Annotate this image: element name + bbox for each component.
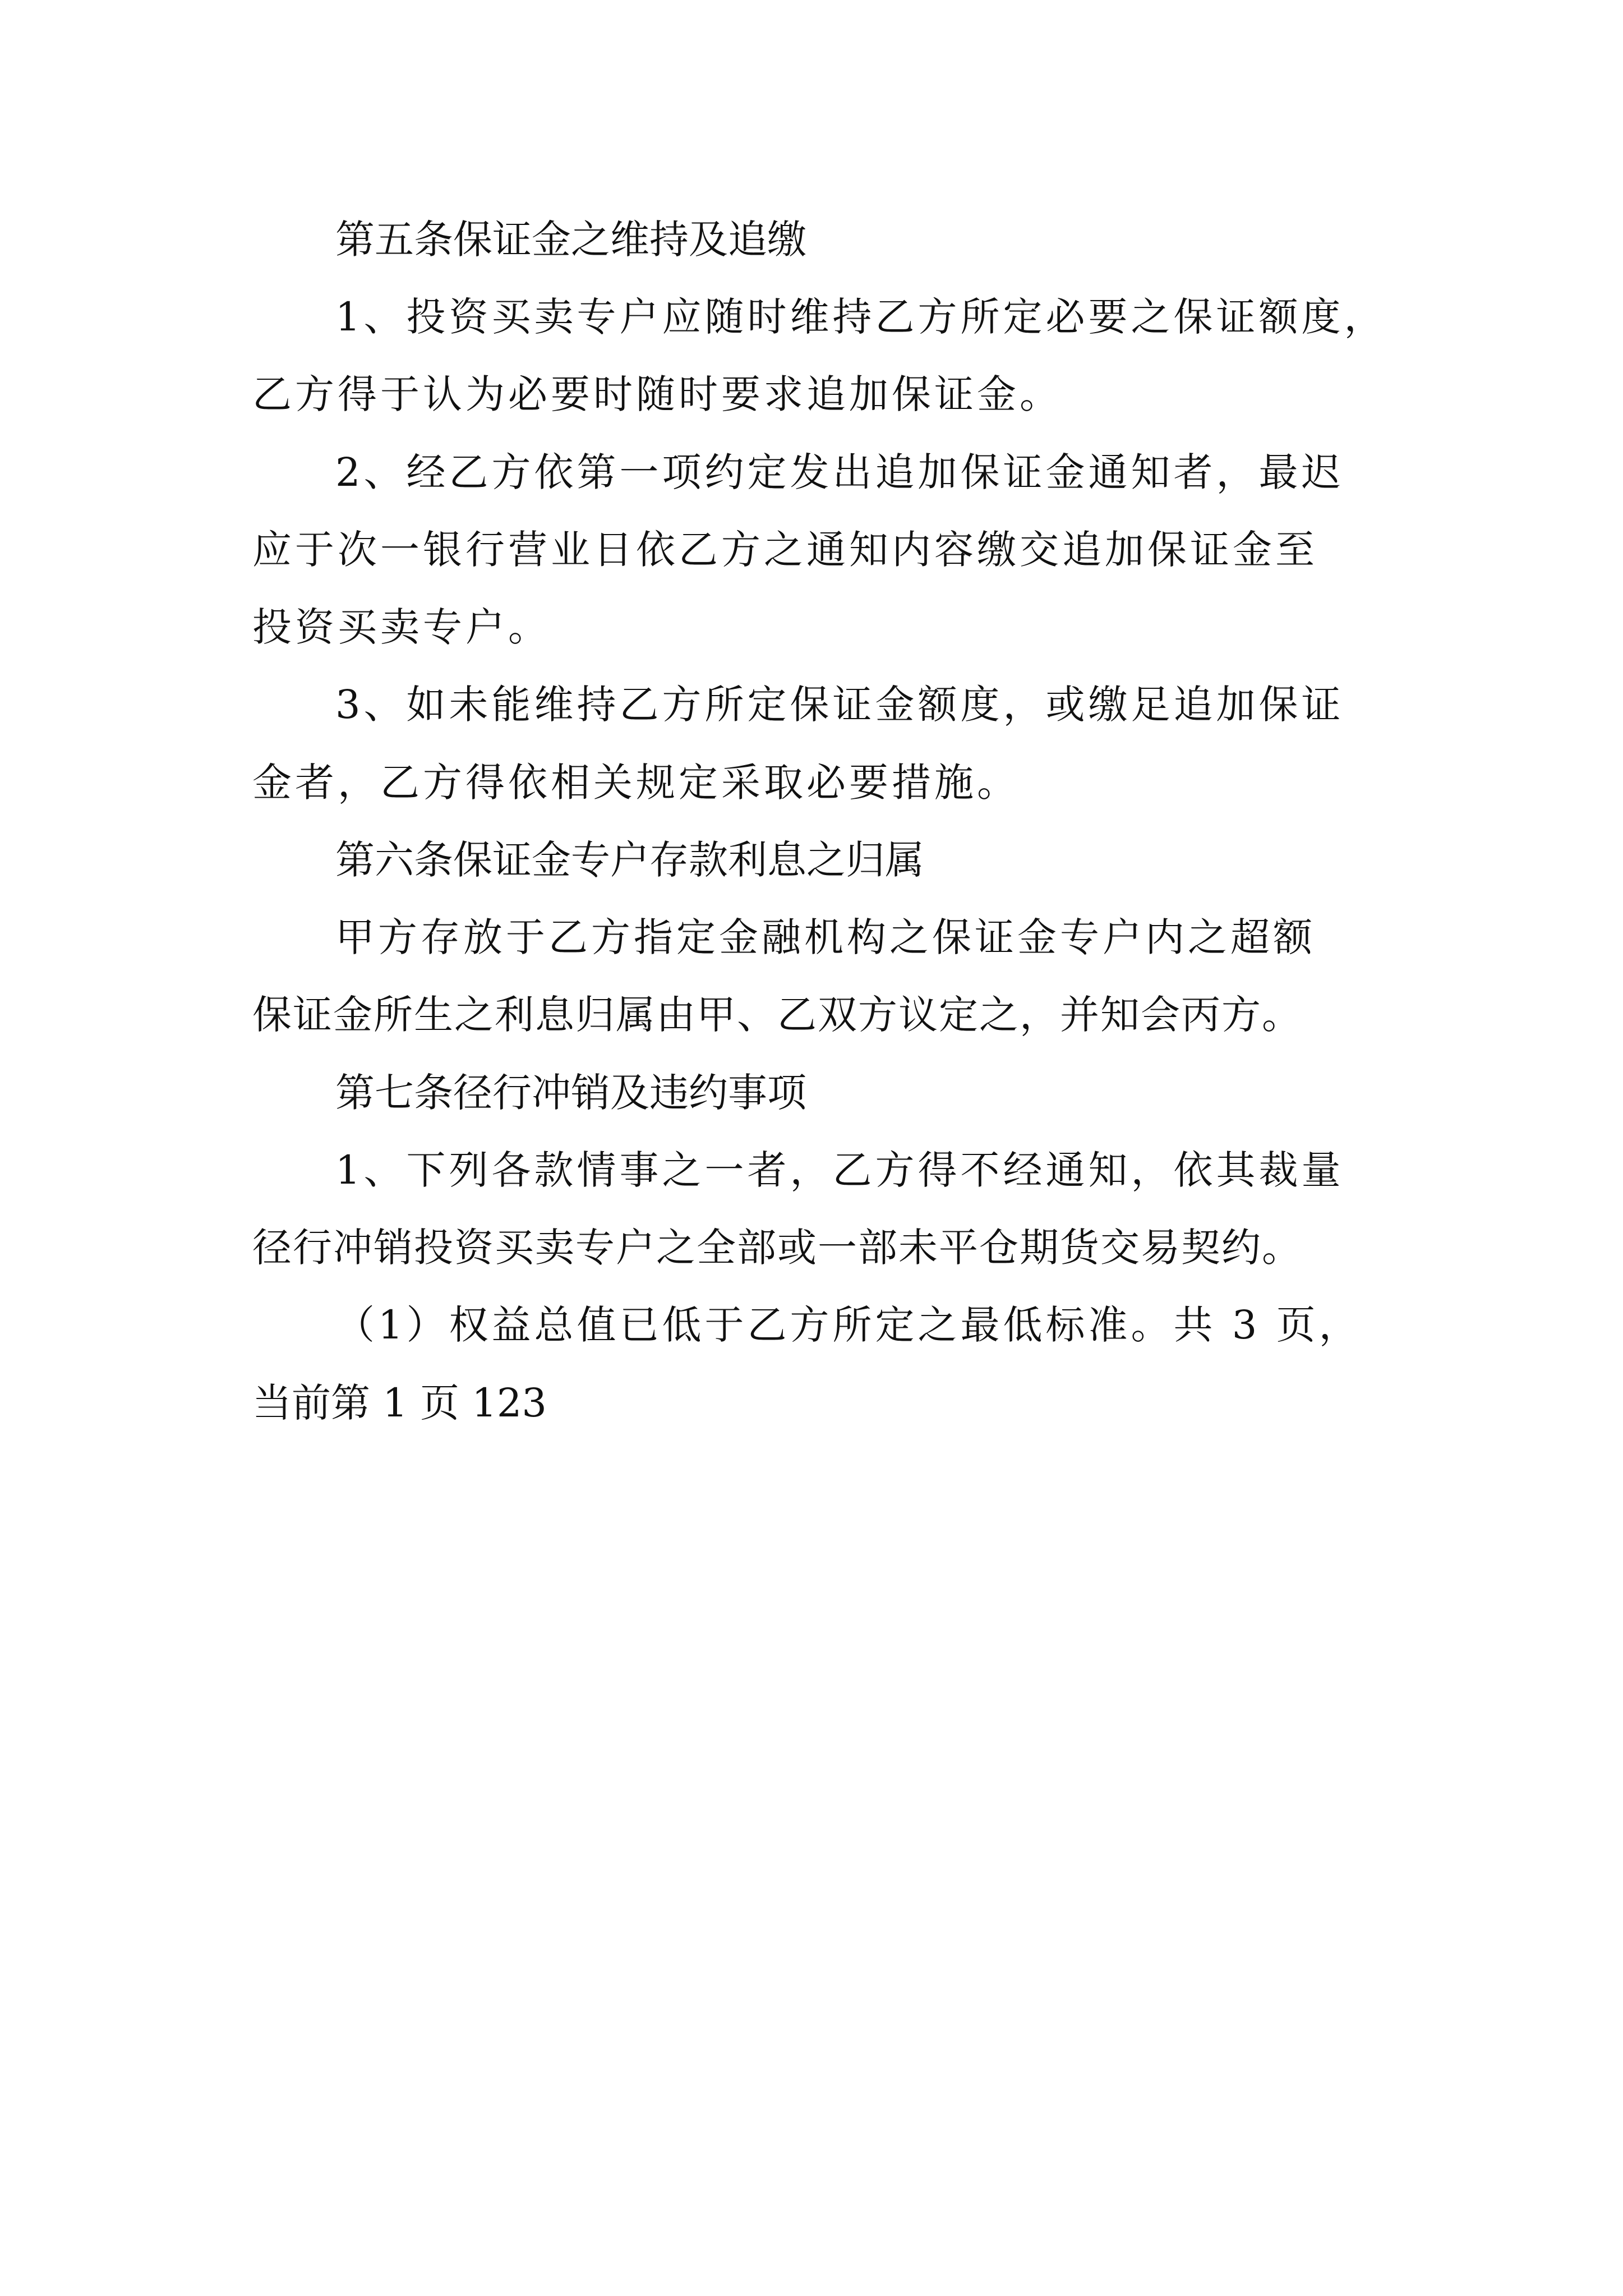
article-5-item-2-line-2: 应于次一银行营业日依乙方之通知内容缴交追加保证金至 (252, 527, 1318, 573)
article-7-heading: 第七条径行冲销及违约事项 (335, 1070, 806, 1116)
article-5-heading: 第五条保证金之维持及追缴 (335, 217, 806, 263)
article-7-subitem-1-line-1: （1）权益总值已低于乙方所定之最低标准。共 3 页， (335, 1302, 1362, 1348)
article-5-item-2-line-3: 投资买卖专户。 (252, 604, 551, 650)
article-7-item-1-line-2: 径行冲销投资买卖专户之全部或一部未平仓期货交易契约。 (252, 1225, 1302, 1271)
article-5-item-1-line-1: 1、投资买卖专户应随时维持乙方所定必要之保证额度， (335, 294, 1387, 340)
article-6-paragraph-line-2: 保证金所生之利息归属由甲、乙双方议定之，并知会丙方。 (252, 992, 1302, 1038)
article-5-item-1-line-2: 乙方得于认为必要时随时要求追加保证金。 (252, 371, 1062, 417)
article-5-item-3-line-2: 金者，乙方得依相关规定采取必要措施。 (252, 760, 1020, 806)
article-5-item-3-line-1: 3、如未能维持乙方所定保证金额度，或缴足追加保证 (335, 682, 1344, 728)
article-5-item-2-line-1: 2、经乙方依第一项约定发出追加保证金通知者，最迟 (335, 449, 1344, 495)
article-6-heading: 第六条保证金专户存款利息之归属 (335, 837, 924, 883)
article-7-item-1-line-1: 1、下列各款情事之一者，乙方得不经通知，依其裁量 (335, 1147, 1344, 1193)
page-footer-text: 当前第 1 页 123 (252, 1380, 547, 1426)
article-6-paragraph-line-1: 甲方存放于乙方指定金融机构之保证金专户内之超额 (335, 914, 1316, 960)
